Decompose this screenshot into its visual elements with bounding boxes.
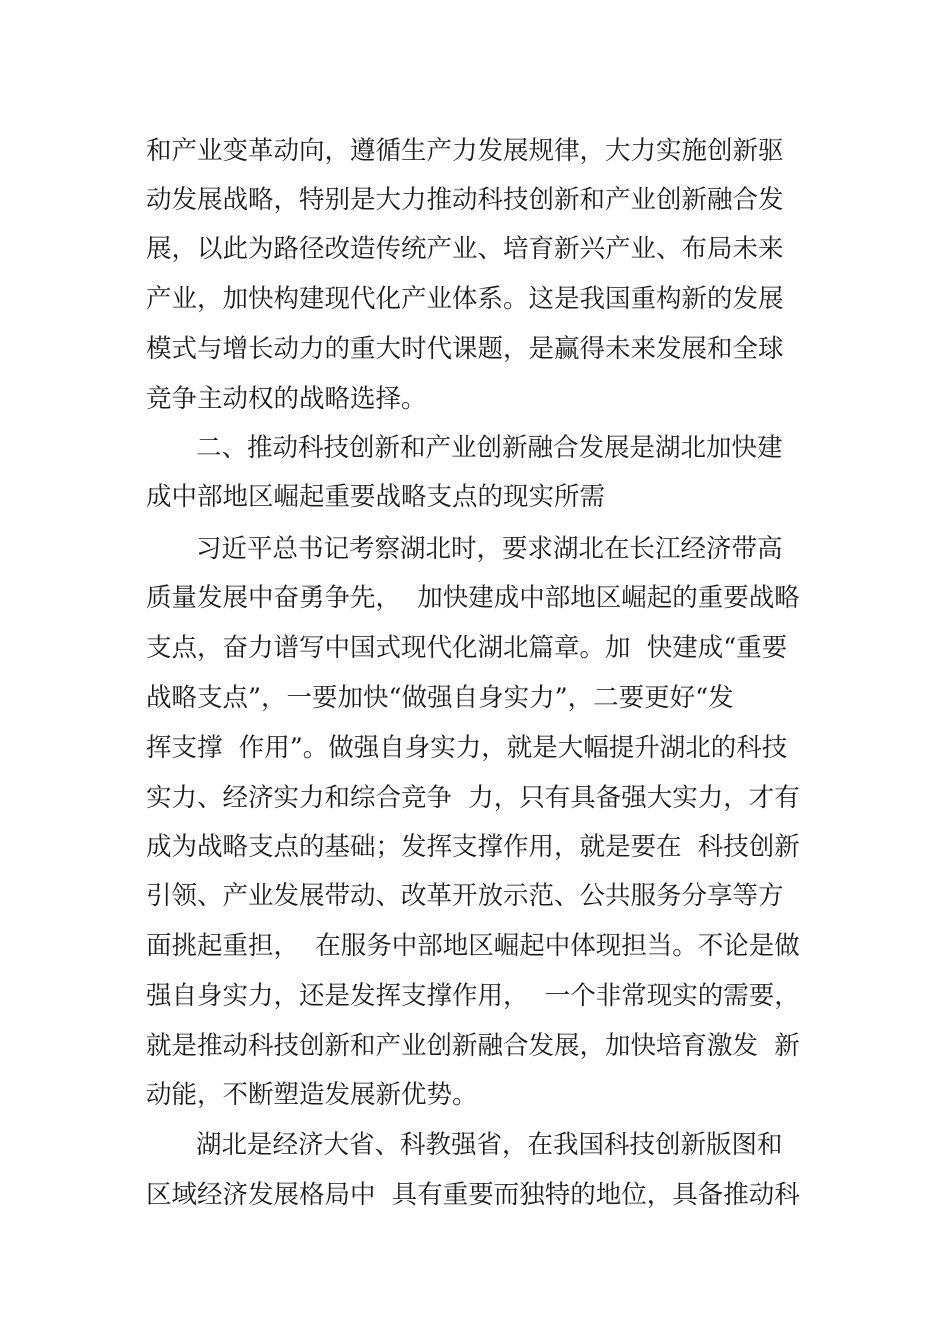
text-line: 成为战略支点的基础；发挥支撑作用，就是要在 科技创新 <box>146 832 800 862</box>
section-heading-line: 成中部地区崛起重要战略支点的现实所需 <box>146 482 606 512</box>
text-line: 战略支点”，一要加快“做强自身实力”，二要更好“发 <box>146 683 734 713</box>
text-line: 和产业变革动向，遵循生产力发展规律，大力实施创新驱 <box>146 136 784 166</box>
text-line: 面挑起重担， 在服务中部地区崛起中体现担当。不论是做 <box>146 931 800 961</box>
text-line: 就是推动科技创新和产业创新融合发展，加快培育激发 新 <box>146 1031 800 1061</box>
text-line: 质量发展中奋勇争先， 加快建成中部地区崛起的重要战略 <box>146 583 800 613</box>
text-line: 湖北是经济大省、科教强省，在我国科技创新版图和 <box>196 1130 783 1160</box>
text-line: 区域经济发展格局中 具有重要而独特的地位，具备推动科 <box>146 1180 800 1210</box>
text-line: 实力、经济实力和综合竞争 力，只有具备强大实力，才有 <box>146 783 800 813</box>
text-line: 挥支撑 作用”。做强自身实力，就是大幅提升湖北的科技 <box>146 733 788 763</box>
text-line: 动发展战略，特别是大力推动科技创新和产业创新融合发 <box>146 185 784 215</box>
text-line: 习近平总书记考察湖北时，要求湖北在长江经济带高 <box>196 534 783 564</box>
text-line: 产业，加快构建现代化产业体系。这是我国重构新的发展 <box>146 284 784 314</box>
text-line: 支点，奋力谱写中国式现代化湖北篇章。加 快建成“重要 <box>146 633 788 663</box>
text-line: 模式与增长动力的重大时代课题，是赢得未来发展和全球 <box>146 334 784 364</box>
text-line: 竞争主动权的战略选择。 <box>146 384 427 414</box>
text-line: 动能，不断塑造发展新优势。 <box>146 1080 478 1110</box>
text-line: 引领、产业发展带动、改革开放示范、公共服务分享等方 <box>146 881 784 911</box>
text-line: 展，以此为路径改造传统产业、培育新兴产业、布局未来 <box>146 234 784 264</box>
section-heading-line: 二、推动科技创新和产业创新融合发展是湖北加快建 <box>196 433 783 463</box>
text-line: 强自身实力，还是发挥支撑作用， 一个非常现实的需要， <box>146 981 800 1011</box>
